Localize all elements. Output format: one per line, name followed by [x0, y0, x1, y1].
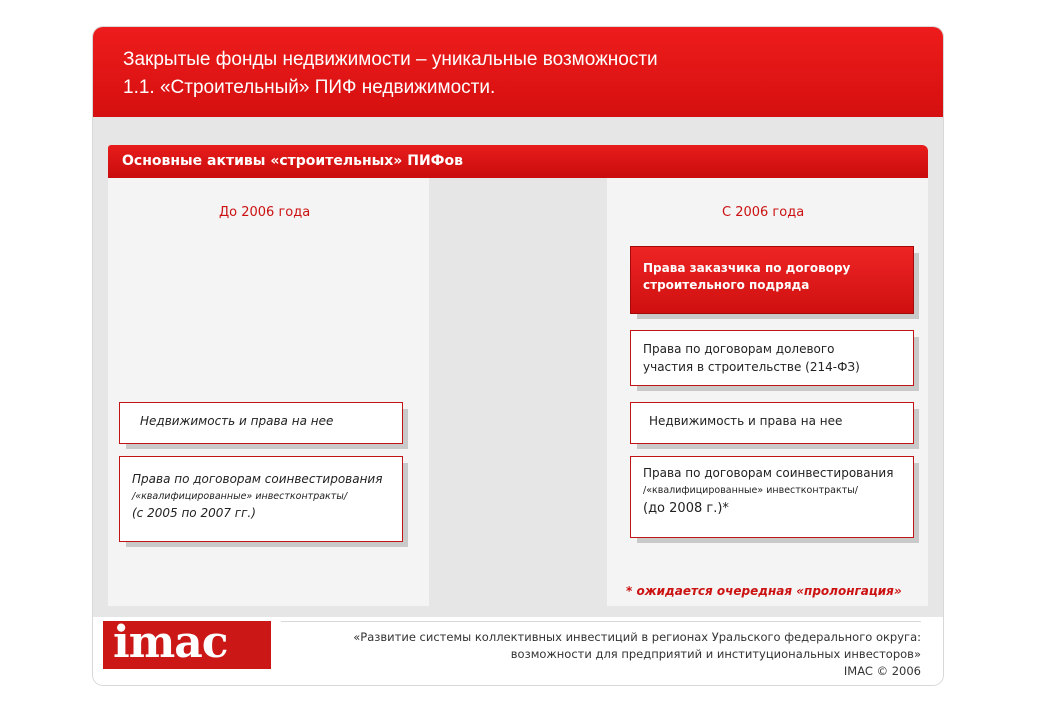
- right-coinvest-line3: (до 2008 г.)*: [643, 501, 729, 516]
- left-realty-box: [119, 402, 403, 444]
- slide-title-line2: 1.1. «Строительный» ПИФ недвижимости.: [123, 77, 496, 98]
- left-column-heading: До 2006 года: [219, 205, 311, 220]
- prolongation-note: * ожидается очередная «пролонгация»: [626, 584, 902, 598]
- slide: [93, 27, 943, 685]
- right-contractor-box: [630, 246, 914, 314]
- footer-line2: возможности для предприятий и институциональных инвесторов»: [510, 647, 921, 661]
- left-realty-text: Недвижимость и права на нее: [140, 414, 334, 428]
- right-dolevoe-line2: участия в строительстве (214-ФЗ): [643, 360, 860, 374]
- section-bar: [108, 145, 928, 178]
- slide-header: [93, 27, 943, 117]
- right-column: [607, 178, 928, 606]
- right-column-heading: С 2006 года: [722, 205, 805, 220]
- right-dolevoe-line1: Права по договорам долевого: [643, 342, 835, 356]
- left-coinvest-box: [119, 456, 403, 542]
- footer-divider: [281, 621, 921, 622]
- left-coinvest-line2: /«квалифицированные» инвестконтракты/: [132, 491, 348, 502]
- footer-line1: «Развитие системы коллективных инвестиций в регионах Уральского федерального округа:: [353, 630, 921, 644]
- imac-logo-text: imac: [113, 617, 228, 668]
- right-coinvest-box: [630, 456, 914, 538]
- right-contractor-line1: Права заказчика по договору: [643, 261, 851, 275]
- footer-line3: IMAC © 2006: [843, 664, 921, 678]
- right-contractor-line2: строительного подряда: [643, 278, 810, 292]
- section-title: Основные активы «строительных» ПИФов: [122, 153, 464, 169]
- right-realty-box: [630, 402, 914, 444]
- left-coinvest-line1: Права по договорам соинвестирования: [132, 472, 383, 486]
- left-coinvest-line3: (с 2005 по 2007 гг.): [132, 506, 256, 520]
- right-dolevoe-box: [630, 330, 914, 386]
- slide-title-line1: Закрытые фонды недвижимости – уникальные возможности: [123, 49, 658, 70]
- imac-logo: [103, 617, 271, 669]
- right-realty-text: Недвижимость и права на нее: [649, 414, 843, 428]
- right-coinvest-line2: /«квалифицированные» инвестконтракты/: [643, 485, 858, 496]
- right-coinvest-line1: Права по договорам соинвестирования: [643, 466, 894, 480]
